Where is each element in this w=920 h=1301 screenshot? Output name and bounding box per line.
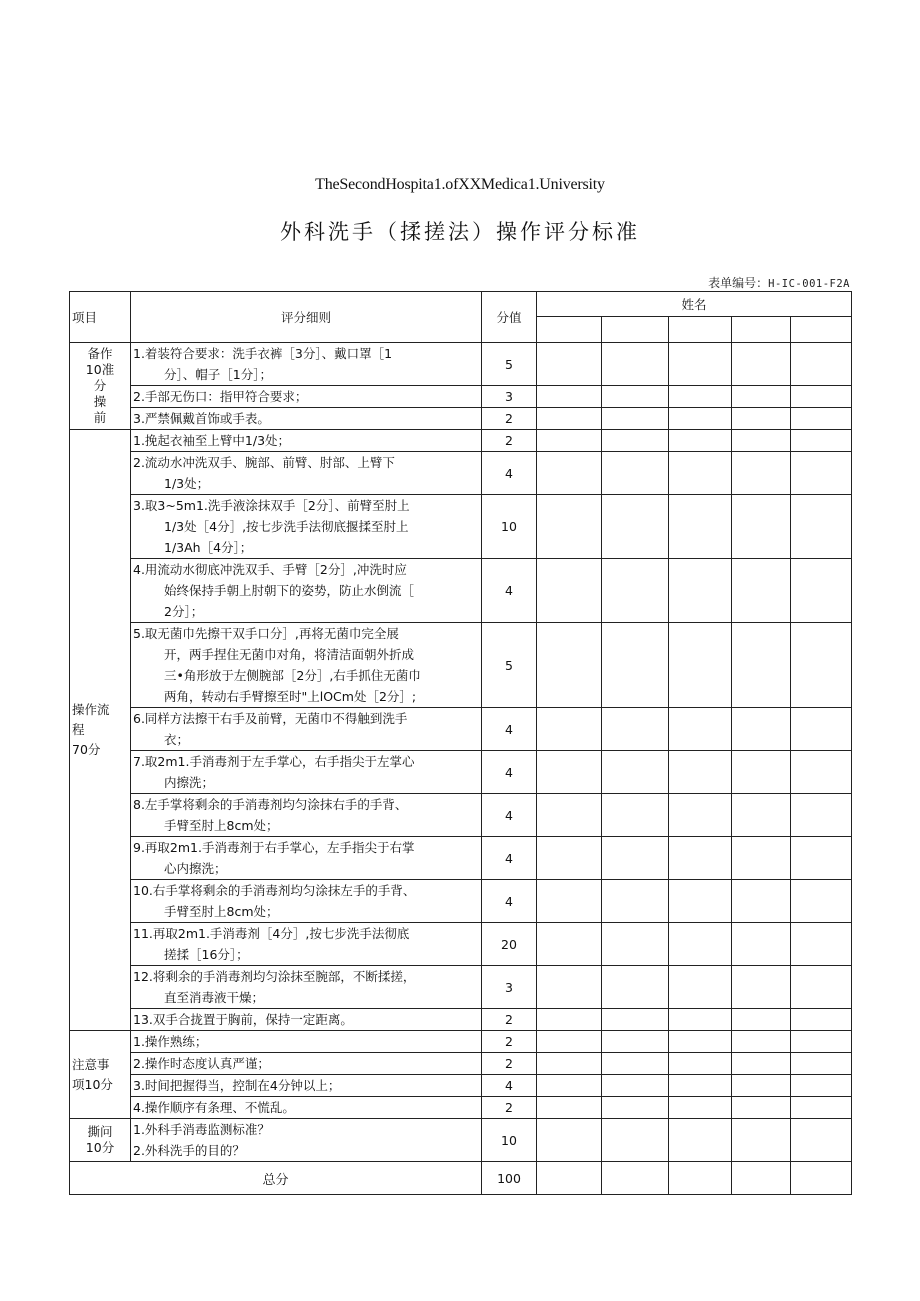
examinee-score-cell[interactable] bbox=[602, 1075, 669, 1097]
examinee-score-cell[interactable] bbox=[537, 923, 602, 966]
score-cell: 5 bbox=[482, 623, 537, 708]
criteria-cell bbox=[131, 751, 482, 794]
examinee-score-cell[interactable] bbox=[537, 794, 602, 837]
category-label-line: 备作 bbox=[87, 346, 113, 361]
table-row bbox=[70, 343, 852, 386]
category-label-line: 操作流 bbox=[72, 702, 110, 717]
examinee-score-cell[interactable] bbox=[537, 623, 602, 708]
examinee-score-cell[interactable] bbox=[669, 495, 732, 559]
criteria-text-line: 心内擦洗； bbox=[164, 861, 227, 876]
examinee-score-cell[interactable] bbox=[602, 837, 669, 880]
criteria-text-line: 开，两手捏住无菌巾对角，将清洁面朝外折成 bbox=[164, 647, 415, 662]
name-column-cell[interactable] bbox=[791, 317, 852, 343]
criteria-text-line: 1.挽起衣袖至上臂中1/3处； bbox=[133, 433, 291, 448]
criteria-cell bbox=[131, 708, 482, 751]
score-cell: 10 bbox=[482, 495, 537, 559]
table-row bbox=[70, 923, 852, 966]
score-cell: 3 bbox=[482, 966, 537, 1009]
examinee-score-cell[interactable] bbox=[537, 386, 602, 408]
criteria-text-line: 衣； bbox=[164, 732, 190, 747]
criteria-cell bbox=[131, 430, 482, 452]
criteria-cell bbox=[131, 1031, 482, 1053]
examinee-total-cell[interactable] bbox=[602, 1162, 669, 1195]
table-row bbox=[70, 1097, 852, 1119]
examinee-score-cell[interactable] bbox=[732, 1097, 791, 1119]
examinee-score-cell[interactable] bbox=[602, 1009, 669, 1031]
examinee-score-cell[interactable] bbox=[791, 1075, 852, 1097]
examinee-score-cell[interactable] bbox=[602, 1097, 669, 1119]
examinee-score-cell[interactable] bbox=[537, 1119, 602, 1162]
examinee-score-cell[interactable] bbox=[791, 751, 852, 794]
criteria-text-line: 2.操作时态度认真严谨； bbox=[133, 1056, 270, 1071]
examinee-score-cell[interactable] bbox=[537, 837, 602, 880]
examinee-score-cell[interactable] bbox=[602, 1053, 669, 1075]
examinee-score-cell[interactable] bbox=[669, 837, 732, 880]
examinee-score-cell[interactable] bbox=[602, 794, 669, 837]
examinee-score-cell[interactable] bbox=[669, 751, 732, 794]
examinee-score-cell[interactable] bbox=[791, 408, 852, 430]
scoring-table bbox=[69, 291, 852, 1195]
examinee-score-cell[interactable] bbox=[602, 1119, 669, 1162]
header-item: 项目 bbox=[70, 292, 131, 343]
examinee-score-cell[interactable] bbox=[732, 708, 791, 751]
table-row bbox=[70, 386, 852, 408]
examinee-total-cell[interactable] bbox=[669, 1162, 732, 1195]
total-score: 100 bbox=[482, 1162, 537, 1195]
table-row bbox=[70, 966, 852, 1009]
form-number bbox=[708, 274, 850, 291]
examinee-score-cell[interactable] bbox=[602, 343, 669, 386]
examinee-score-cell[interactable] bbox=[732, 1053, 791, 1075]
criteria-text-line: 内擦洗； bbox=[164, 775, 215, 790]
examinee-score-cell[interactable] bbox=[791, 966, 852, 1009]
category-label-line: 操 bbox=[93, 394, 107, 409]
criteria-cell bbox=[131, 623, 482, 708]
examinee-score-cell[interactable] bbox=[791, 1031, 852, 1053]
total-row bbox=[70, 1162, 852, 1195]
examinee-score-cell[interactable] bbox=[732, 794, 791, 837]
criteria-text-line: 直至消毒液干燥； bbox=[164, 990, 265, 1005]
category-cell bbox=[70, 343, 131, 430]
criteria-text-line: 手臂至肘上8cm处； bbox=[164, 904, 279, 919]
criteria-text-line: 手臂至肘上8cm处； bbox=[164, 818, 279, 833]
examinee-score-cell[interactable] bbox=[791, 708, 852, 751]
examinee-score-cell[interactable] bbox=[732, 1075, 791, 1097]
examinee-score-cell[interactable] bbox=[791, 1097, 852, 1119]
examinee-score-cell[interactable] bbox=[732, 452, 791, 495]
examinee-score-cell[interactable] bbox=[669, 923, 732, 966]
examinee-score-cell[interactable] bbox=[537, 452, 602, 495]
category-cell bbox=[70, 1119, 131, 1162]
score-cell: 4 bbox=[482, 880, 537, 923]
examinee-score-cell[interactable] bbox=[602, 966, 669, 1009]
examinee-score-cell[interactable] bbox=[732, 343, 791, 386]
examinee-score-cell[interactable] bbox=[732, 408, 791, 430]
criteria-cell bbox=[131, 1053, 482, 1075]
examinee-score-cell[interactable] bbox=[669, 430, 732, 452]
examinee-score-cell[interactable] bbox=[537, 1075, 602, 1097]
score-cell: 20 bbox=[482, 923, 537, 966]
examinee-score-cell[interactable] bbox=[791, 495, 852, 559]
examinee-score-cell[interactable] bbox=[537, 559, 602, 623]
examinee-score-cell[interactable] bbox=[669, 452, 732, 495]
criteria-text-line: 7.取2m1.手消毒剂于左手掌心，右手指尖于左掌心 bbox=[133, 754, 415, 769]
table-header-row bbox=[70, 292, 852, 317]
category-label-line: 10准 bbox=[85, 362, 115, 377]
score-cell: 4 bbox=[482, 708, 537, 751]
header-criteria: 评分细则 bbox=[131, 292, 482, 343]
table-row bbox=[70, 794, 852, 837]
examinee-score-cell[interactable] bbox=[669, 1119, 732, 1162]
examinee-score-cell[interactable] bbox=[791, 1119, 852, 1162]
criteria-cell bbox=[131, 966, 482, 1009]
table-row bbox=[70, 495, 852, 559]
examinee-score-cell[interactable] bbox=[732, 1119, 791, 1162]
criteria-cell bbox=[131, 923, 482, 966]
table-row bbox=[70, 623, 852, 708]
examinee-score-cell[interactable] bbox=[791, 794, 852, 837]
criteria-text-line: 10.右手掌将剩余的手消毒剂均匀涂抹左手的手背、 bbox=[133, 883, 416, 898]
criteria-text-line: 9.再取2m1.手消毒剂于右手掌心，左手指尖于右掌 bbox=[133, 840, 415, 855]
name-column-cell[interactable] bbox=[602, 317, 669, 343]
examinee-score-cell[interactable] bbox=[791, 623, 852, 708]
criteria-text-line: 搓揉［16分］； bbox=[164, 947, 249, 962]
criteria-text-line: 1.着装符合要求：洗手衣裤［3分］、戴口罩［1 bbox=[133, 346, 393, 361]
criteria-cell bbox=[131, 559, 482, 623]
examinee-score-cell[interactable] bbox=[732, 559, 791, 623]
criteria-text-line: 2.流动水冲洗双手、腕部、前臂、肘部、上臂下 bbox=[133, 455, 395, 470]
examinee-score-cell[interactable] bbox=[602, 923, 669, 966]
examinee-score-cell[interactable] bbox=[602, 751, 669, 794]
table-row bbox=[70, 880, 852, 923]
scoring-table-body bbox=[70, 292, 852, 1195]
examinee-score-cell[interactable] bbox=[669, 794, 732, 837]
examinee-score-cell[interactable] bbox=[602, 495, 669, 559]
criteria-text-line: 13.双手合拢置于胸前，保持一定距离。 bbox=[133, 1012, 353, 1027]
examinee-score-cell[interactable] bbox=[602, 408, 669, 430]
category-label-line: 项10分 bbox=[72, 1076, 113, 1092]
criteria-cell bbox=[131, 1119, 482, 1162]
form-number-code: H-IC-001-F2A bbox=[768, 278, 850, 290]
form-number-label: 表单编号： bbox=[708, 276, 769, 290]
examinee-score-cell[interactable] bbox=[732, 923, 791, 966]
header-score: 分值 bbox=[482, 292, 537, 343]
examinee-score-cell[interactable] bbox=[537, 343, 602, 386]
name-column-cell[interactable] bbox=[537, 317, 602, 343]
table-row bbox=[70, 751, 852, 794]
score-cell: 5 bbox=[482, 343, 537, 386]
criteria-text-line: 5.取无菌巾先擦干双手口分］,再将无菌巾完全展 bbox=[133, 626, 399, 641]
examinee-score-cell[interactable] bbox=[669, 966, 732, 1009]
examinee-total-cell[interactable] bbox=[791, 1162, 852, 1195]
examinee-score-cell[interactable] bbox=[791, 1053, 852, 1075]
examinee-score-cell[interactable] bbox=[669, 880, 732, 923]
criteria-text-line: 3.时间把握得当，控制在4分钟以上； bbox=[133, 1078, 341, 1093]
examinee-score-cell[interactable] bbox=[602, 880, 669, 923]
table-row bbox=[70, 452, 852, 495]
criteria-text-line: 1.外科手消毒监测标准？ bbox=[133, 1122, 270, 1137]
total-label: 总分 bbox=[70, 1162, 482, 1195]
criteria-text-line: 两角，转动右手臂擦至时"上lOCm处［2分］; bbox=[164, 689, 417, 704]
criteria-text-line: 4.用流动水彻底冲洗双手、手臂［2分］,冲洗时应 bbox=[133, 562, 407, 577]
examinee-score-cell[interactable] bbox=[602, 623, 669, 708]
table-row bbox=[70, 1053, 852, 1075]
criteria-text-line: 始终保持手朝上肘朝下的姿势，防止水倒流［ bbox=[164, 583, 415, 598]
examinee-score-cell[interactable] bbox=[791, 430, 852, 452]
category-cell bbox=[70, 430, 131, 1031]
criteria-text-line: 2.手部无伤口：指甲符合要求； bbox=[133, 389, 308, 404]
name-column-cell[interactable] bbox=[669, 317, 732, 343]
criteria-cell bbox=[131, 1075, 482, 1097]
table-row bbox=[70, 559, 852, 623]
criteria-text-line: 1/3Ah［4分］； bbox=[164, 540, 253, 555]
table-row bbox=[70, 837, 852, 880]
criteria-cell bbox=[131, 837, 482, 880]
examinee-score-cell[interactable] bbox=[602, 452, 669, 495]
criteria-text-line: 1/3处； bbox=[164, 476, 210, 491]
examinee-total-cell[interactable] bbox=[732, 1162, 791, 1195]
category-label-line: 70分 bbox=[72, 742, 101, 757]
table-row bbox=[70, 1075, 852, 1097]
examinee-score-cell[interactable] bbox=[602, 386, 669, 408]
examinee-score-cell[interactable] bbox=[791, 386, 852, 408]
examinee-score-cell[interactable] bbox=[602, 1031, 669, 1053]
page-title: 外科洗手（揉搓法）操作评分标准 bbox=[280, 220, 640, 244]
examinee-score-cell[interactable] bbox=[669, 1009, 732, 1031]
examinee-score-cell[interactable] bbox=[669, 343, 732, 386]
table-row bbox=[70, 1031, 852, 1053]
examinee-score-cell[interactable] bbox=[537, 880, 602, 923]
category-label-line: 程 bbox=[72, 722, 85, 737]
examinee-score-cell[interactable] bbox=[732, 623, 791, 708]
examinee-score-cell[interactable] bbox=[669, 623, 732, 708]
category-label-line: 撕问 bbox=[87, 1124, 113, 1139]
examinee-score-cell[interactable] bbox=[537, 1053, 602, 1075]
criteria-text-line: 11.再取2m1.手消毒剂［4分］,按七步洗手法彻底 bbox=[133, 926, 410, 941]
examinee-score-cell[interactable] bbox=[669, 1031, 732, 1053]
examinee-score-cell[interactable] bbox=[669, 708, 732, 751]
score-cell: 2 bbox=[482, 1097, 537, 1119]
score-cell: 4 bbox=[482, 751, 537, 794]
header-name: 姓名 bbox=[537, 292, 852, 317]
score-cell: 4 bbox=[482, 452, 537, 495]
examinee-score-cell[interactable] bbox=[791, 452, 852, 495]
criteria-cell bbox=[131, 343, 482, 386]
examinee-score-cell[interactable] bbox=[732, 880, 791, 923]
category-label-line: 前 bbox=[93, 410, 107, 425]
examinee-score-cell[interactable] bbox=[669, 1097, 732, 1119]
table-row bbox=[70, 1009, 852, 1031]
examinee-score-cell[interactable] bbox=[791, 559, 852, 623]
criteria-cell bbox=[131, 1009, 482, 1031]
examinee-score-cell[interactable] bbox=[537, 1097, 602, 1119]
score-cell: 2 bbox=[482, 408, 537, 430]
criteria-text-line: 12.将剩余的手消毒剂均匀涂抹至腕部，不断揉搓， bbox=[133, 969, 416, 984]
examinee-score-cell[interactable] bbox=[537, 966, 602, 1009]
criteria-text-line: 分］、帽子［1分］； bbox=[164, 367, 272, 382]
score-cell: 3 bbox=[482, 386, 537, 408]
criteria-text-line: 三•角形放于左侧腕部［2分］,右手抓住无菌巾 bbox=[164, 668, 421, 683]
examinee-score-cell[interactable] bbox=[791, 1009, 852, 1031]
criteria-text-line: 1/3处［4分］,按七步洗手法彻底揠揉至肘上 bbox=[164, 519, 409, 534]
examinee-score-cell[interactable] bbox=[537, 708, 602, 751]
score-cell: 2 bbox=[482, 1009, 537, 1031]
score-cell: 4 bbox=[482, 559, 537, 623]
criteria-cell bbox=[131, 386, 482, 408]
criteria-cell bbox=[131, 880, 482, 923]
examinee-score-cell[interactable] bbox=[732, 430, 791, 452]
hospital-name: TheSecondHospita1.ofXXMedica1.University bbox=[315, 176, 605, 193]
examinee-score-cell[interactable] bbox=[537, 1031, 602, 1053]
examinee-score-cell[interactable] bbox=[537, 495, 602, 559]
score-cell: 10 bbox=[482, 1119, 537, 1162]
name-column-cell[interactable] bbox=[732, 317, 791, 343]
criteria-text-line: 2.外科洗手的目的？ bbox=[133, 1143, 245, 1158]
examinee-score-cell[interactable] bbox=[669, 559, 732, 623]
category-label-line: 10分 bbox=[85, 1140, 115, 1155]
table-row bbox=[70, 1119, 852, 1162]
criteria-text-line: 3.严禁佩戴首饰或手表。 bbox=[133, 411, 270, 426]
criteria-text-line: 2分］； bbox=[164, 604, 204, 619]
examinee-score-cell[interactable] bbox=[732, 966, 791, 1009]
table-row bbox=[70, 708, 852, 751]
category-label-line: 分 bbox=[93, 378, 107, 393]
examinee-score-cell[interactable] bbox=[537, 408, 602, 430]
examinee-score-cell[interactable] bbox=[602, 708, 669, 751]
examinee-total-cell[interactable] bbox=[537, 1162, 602, 1195]
criteria-text-line: 1.操作熟练； bbox=[133, 1034, 208, 1049]
examinee-score-cell[interactable] bbox=[791, 343, 852, 386]
examinee-score-cell[interactable] bbox=[732, 1009, 791, 1031]
criteria-cell bbox=[131, 452, 482, 495]
examinee-score-cell[interactable] bbox=[669, 1053, 732, 1075]
examinee-score-cell[interactable] bbox=[537, 430, 602, 452]
score-cell: 2 bbox=[482, 1053, 537, 1075]
score-cell: 2 bbox=[482, 1031, 537, 1053]
table-row bbox=[70, 408, 852, 430]
examinee-score-cell[interactable] bbox=[791, 837, 852, 880]
criteria-text-line: 8.左手掌将剩余的手消毒剂均匀涂抹右手的手背、 bbox=[133, 797, 408, 812]
examinee-score-cell[interactable] bbox=[791, 880, 852, 923]
criteria-cell bbox=[131, 1097, 482, 1119]
examinee-score-cell[interactable] bbox=[732, 1031, 791, 1053]
examinee-score-cell[interactable] bbox=[732, 386, 791, 408]
criteria-text-line: 6.同样方法擦干右手及前臂，无菌巾不得触到洗手 bbox=[133, 711, 408, 726]
category-label-line: 注意事 bbox=[72, 1056, 110, 1072]
table-row bbox=[70, 430, 852, 452]
examinee-score-cell[interactable] bbox=[669, 408, 732, 430]
criteria-cell bbox=[131, 794, 482, 837]
score-cell: 2 bbox=[482, 430, 537, 452]
examinee-score-cell[interactable] bbox=[669, 1075, 732, 1097]
examinee-score-cell[interactable] bbox=[791, 923, 852, 966]
examinee-score-cell[interactable] bbox=[537, 1009, 602, 1031]
criteria-text-line: 3.取3~5m1.洗手液涂抹双手［2分］、前臂至肘上 bbox=[133, 498, 410, 513]
score-cell: 4 bbox=[482, 794, 537, 837]
examinee-score-cell[interactable] bbox=[602, 559, 669, 623]
category-cell bbox=[70, 1031, 131, 1119]
score-cell: 4 bbox=[482, 837, 537, 880]
criteria-cell bbox=[131, 495, 482, 559]
examinee-score-cell[interactable] bbox=[732, 837, 791, 880]
examinee-score-cell[interactable] bbox=[732, 751, 791, 794]
score-cell: 4 bbox=[482, 1075, 537, 1097]
examinee-score-cell[interactable] bbox=[669, 386, 732, 408]
criteria-cell bbox=[131, 408, 482, 430]
criteria-text-line: 4.操作顺序有条理、不慌乱。 bbox=[133, 1100, 295, 1115]
examinee-score-cell[interactable] bbox=[602, 430, 669, 452]
examinee-score-cell[interactable] bbox=[732, 495, 791, 559]
examinee-score-cell[interactable] bbox=[537, 751, 602, 794]
